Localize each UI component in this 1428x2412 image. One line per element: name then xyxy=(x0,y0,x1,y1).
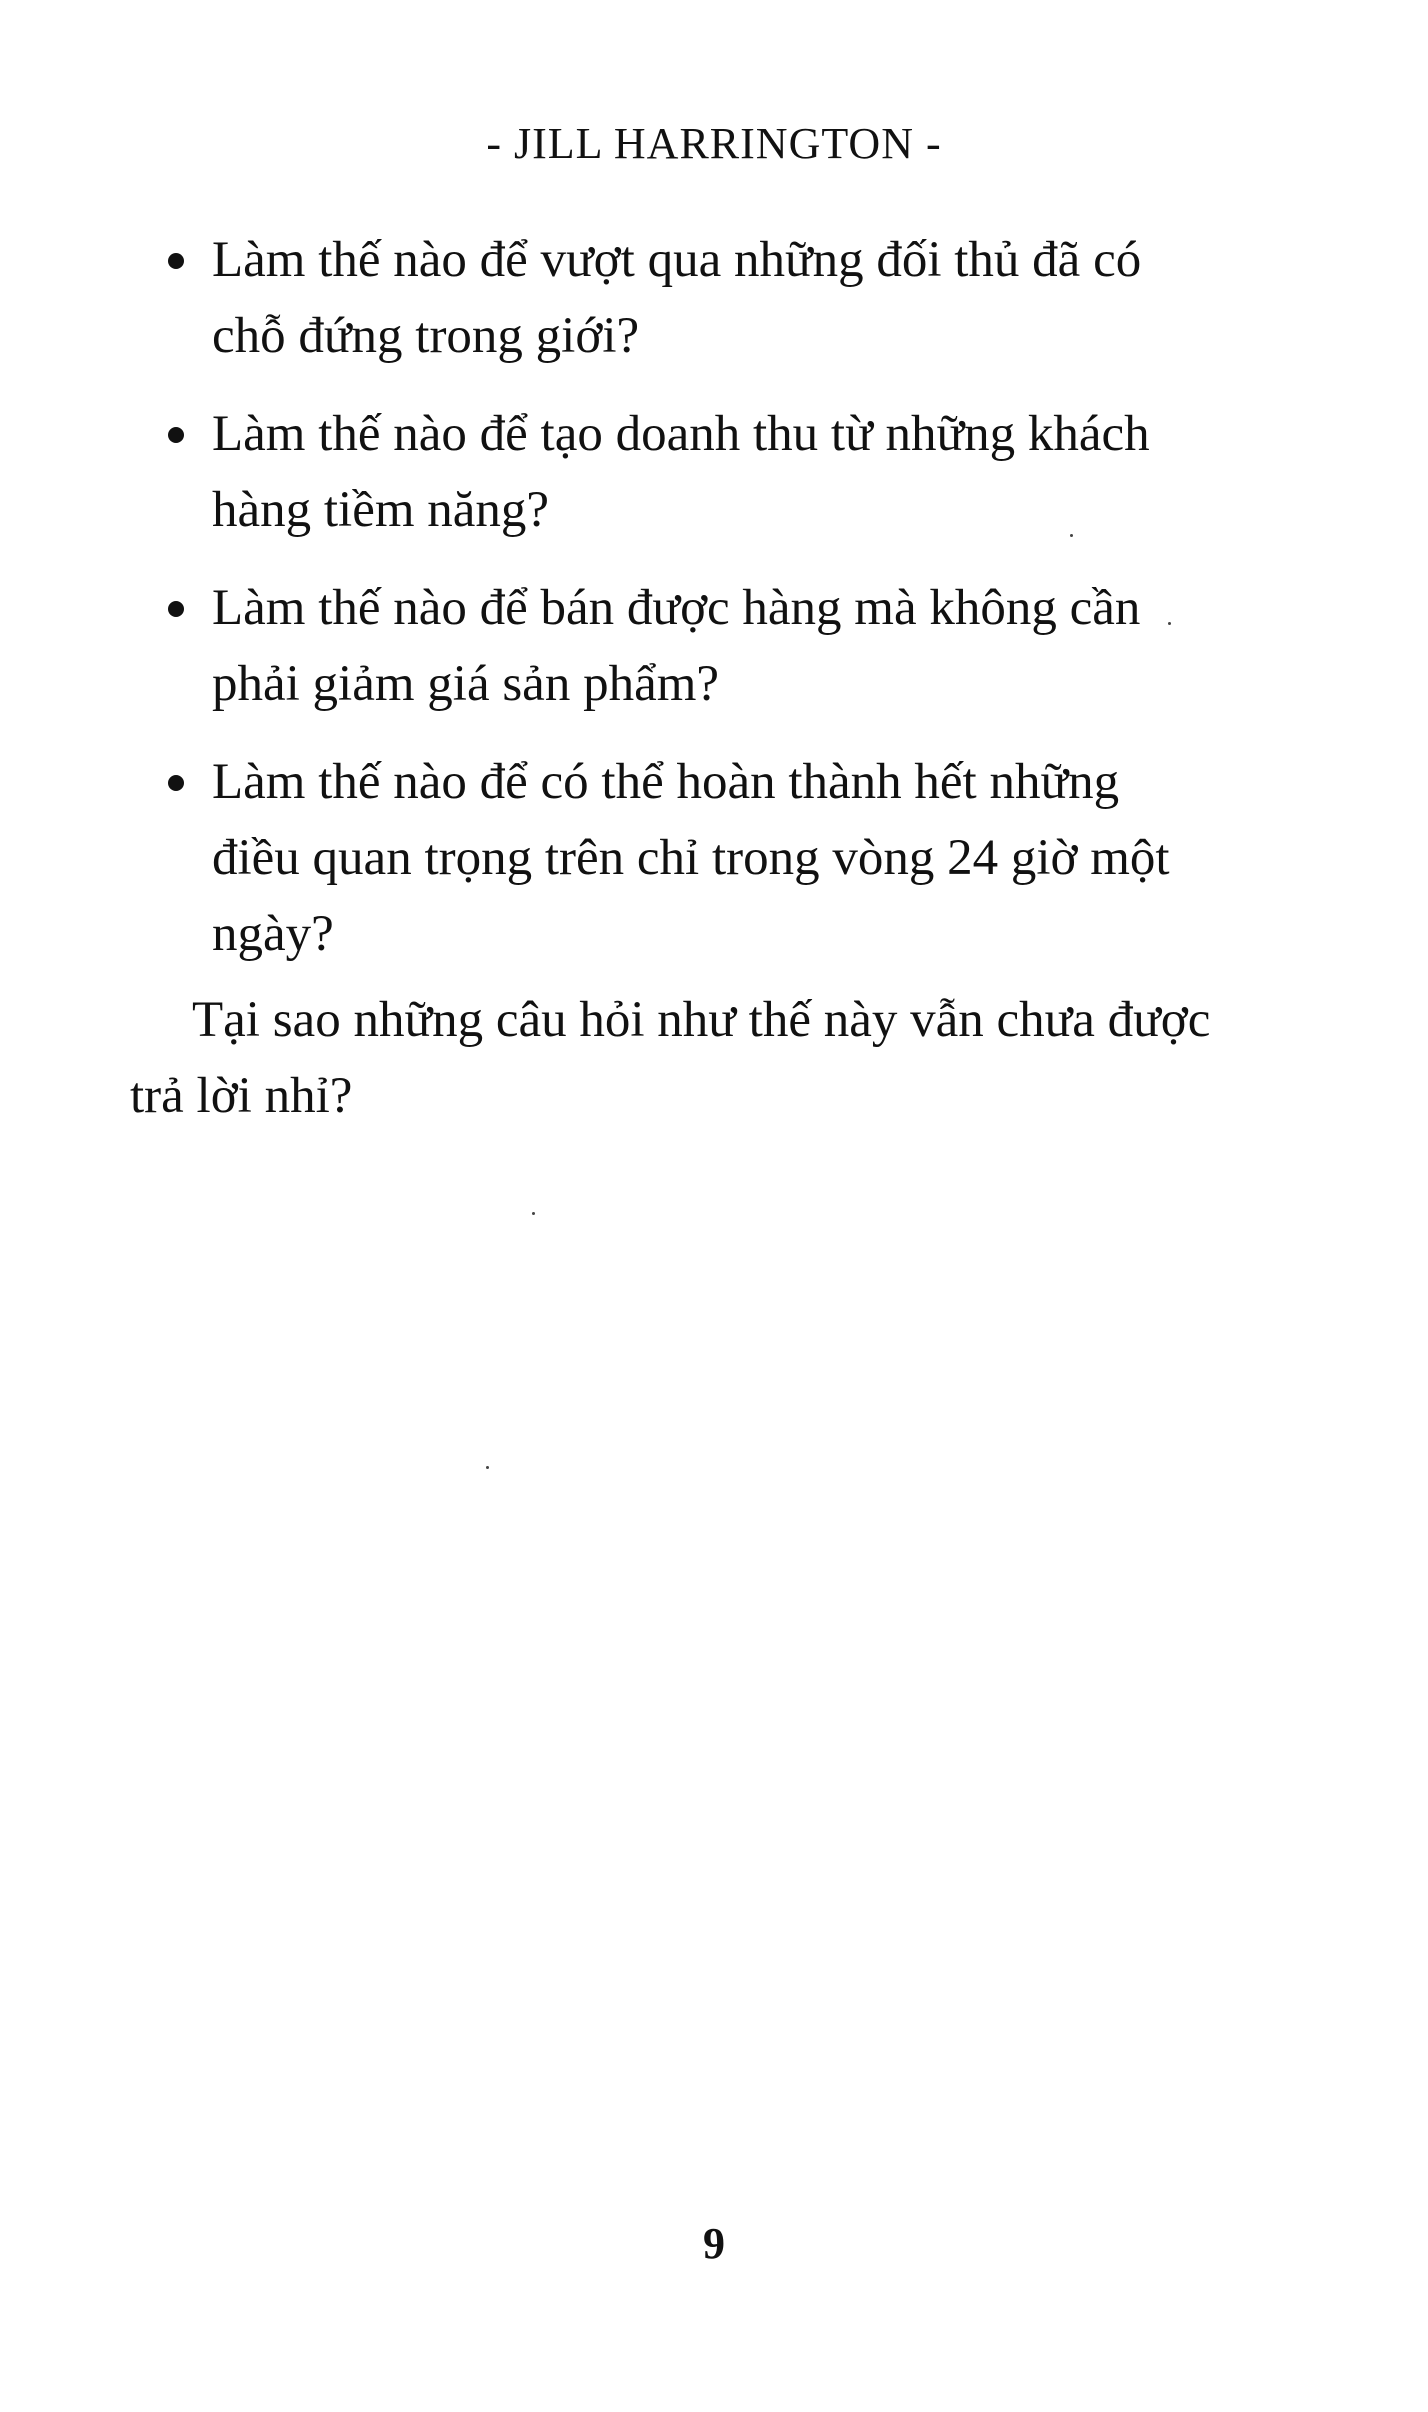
bullet-icon xyxy=(168,775,184,791)
list-item xyxy=(160,570,1180,722)
list-item xyxy=(160,744,1180,972)
question-text: Làm thế nào để vượt qua những đối thủ đã có chỗ đứng trong giới? xyxy=(212,232,1142,364)
page-number: 9 xyxy=(703,2219,725,2268)
question-text: Làm thế nào để bán được hàng mà không cần phải giảm giá sản phẩm? xyxy=(212,580,1141,712)
question-text: Làm thế nào để có thể hoàn thành hết những điều quan trọng trên chỉ trong vòng 24 giờ một ngày? xyxy=(212,754,1170,962)
list-item xyxy=(160,222,1180,374)
closing-paragraph: Tại sao những câu hỏi như thế này vẫn chưa được trả lời nhỉ? xyxy=(130,992,1211,1124)
print-speck xyxy=(532,1212,535,1215)
print-speck xyxy=(1168,622,1171,625)
bullet-icon xyxy=(168,253,184,269)
print-speck xyxy=(1070,534,1073,537)
question-list xyxy=(160,222,1180,994)
question-text: Làm thế nào để tạo doanh thu từ những khách hàng tiềm năng? xyxy=(212,406,1150,538)
print-speck xyxy=(486,1466,489,1469)
running-header: - JILL HARRINGTON - xyxy=(486,119,942,168)
bullet-icon xyxy=(168,601,184,617)
list-item xyxy=(160,396,1180,548)
bullet-icon xyxy=(168,427,184,443)
